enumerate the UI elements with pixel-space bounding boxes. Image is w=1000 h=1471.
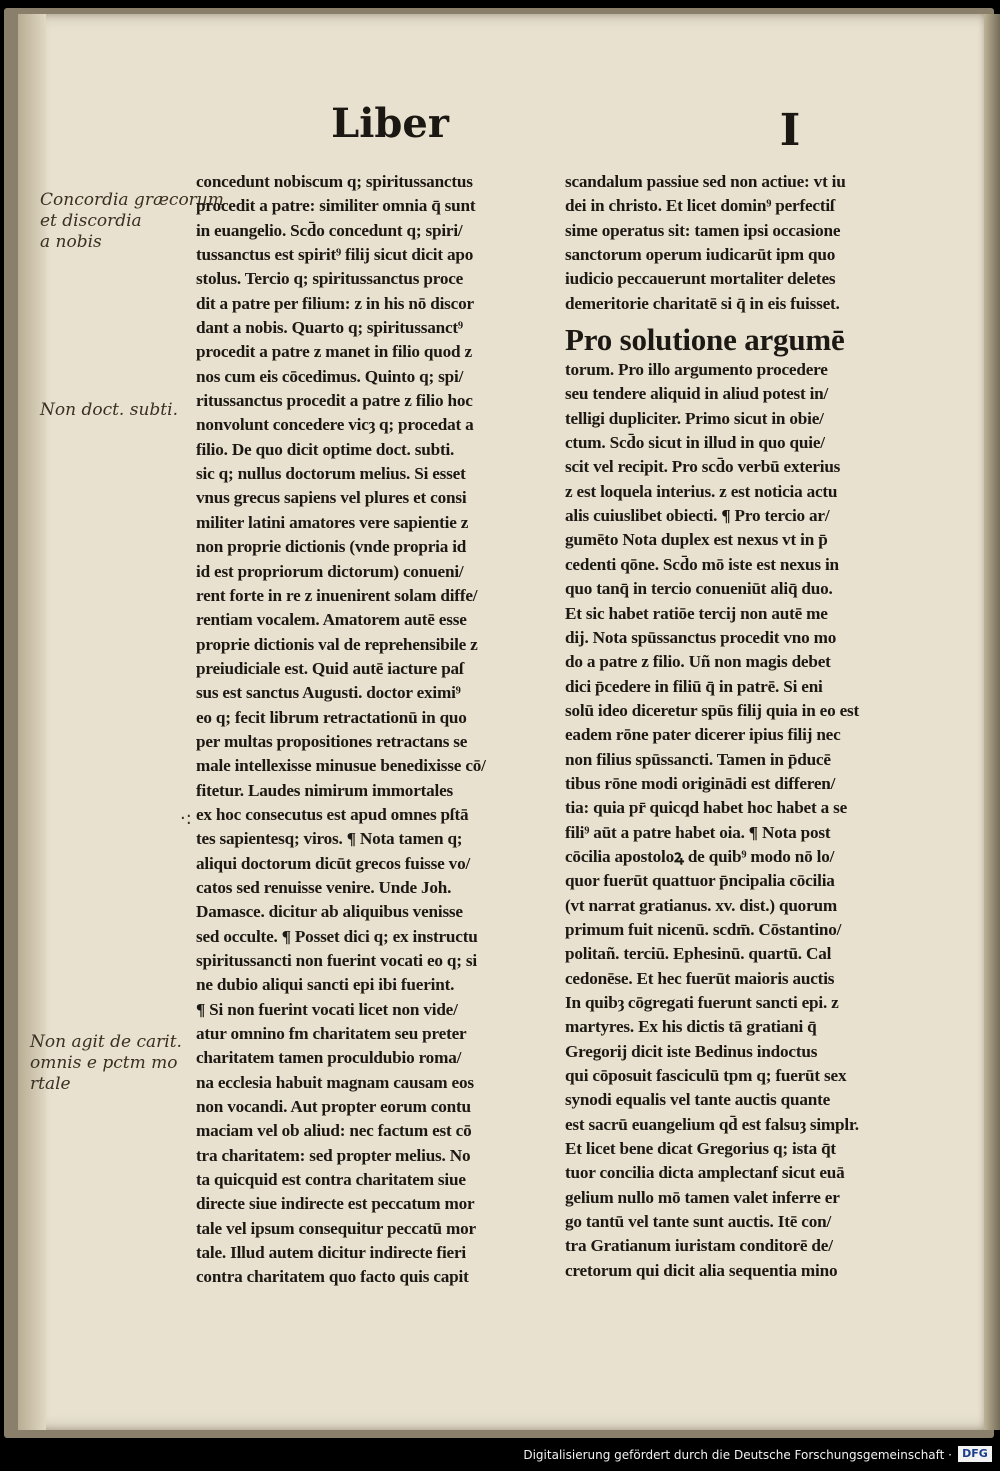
text-line: spiritussancti non fuerint vocati eo q; si: [196, 951, 477, 970]
text-line: catos sed renuisse venire. Unde Joh.: [196, 877, 452, 897]
text-line: dant a nobis. Quarto q; spiritussanct⁹: [196, 318, 463, 338]
text-line: contra charitatem quo facto quis capit: [196, 1267, 469, 1287]
text-line: vnus grecus sapiens vel plures et consi: [196, 488, 467, 508]
margin-note-line: omnis e pctm mo: [30, 1053, 178, 1073]
text-line: tussanctus est spirit⁹ filij sicut dicit apo: [196, 245, 474, 265]
dfg-logo-icon: DFG: [958, 1446, 992, 1462]
text-line: demeritorie charitatē si q̄ in eis fuisset.: [565, 293, 840, 313]
text-line: z est loquela interius. z est noticia actu: [565, 481, 838, 501]
margin-note-line: Non agit de carit.: [30, 1032, 182, 1052]
text-line: filio. De quo dicit optime doct. subti.: [196, 439, 455, 459]
right-column-bottom: [565, 358, 925, 1283]
text-line: id est propriorum dictorum) conueni/: [196, 561, 464, 581]
text-line: tra charitatem: sed propter melius. No: [196, 1145, 471, 1165]
text-line: tale. Illud autem dicitur indirecte fieri: [196, 1243, 466, 1263]
text-line: torum. Pro illo argumento procedere: [565, 360, 828, 380]
text-line: Et sic habet ratiōe tercij non autē me: [565, 603, 828, 623]
text-line: eadem rōne pater dicerer ipius filij nec: [565, 725, 841, 745]
text-line: sanctorum operum iudicarūt ipm quo: [565, 245, 836, 265]
margin-note-3: [30, 1032, 182, 1095]
text-line: ritussanctus procedit a patre z filio hoc: [196, 391, 473, 411]
text-line: scandalum passiue sed non actiue: vt iu: [565, 172, 846, 191]
text-line: ex hoc consecutus est apud omnes pſtā: [196, 804, 469, 824]
text-line: ¶ Si non fuerint vocati licet non vide/: [196, 999, 458, 1019]
text-line: cedenti qōne. Scd̄o mō iste est nexus in: [565, 554, 839, 574]
running-head: Liber: [331, 100, 449, 147]
text-line: tia: quia pr̄ quicqd habet hoc habet a se: [565, 798, 848, 818]
text-line: sed occulte. ¶ Posset dici q; ex instructu: [196, 926, 478, 946]
text-line: go tantū vel tante sunt auctis. Itē con/: [565, 1212, 832, 1232]
text-line: per multas propositiones retractans se: [196, 731, 468, 751]
text-line: solū ideo diceretur spūs filij quia in eo est: [565, 700, 860, 720]
text-line: nonvolunt concedere vicȝ q; procedat a: [196, 415, 474, 435]
text-line: in euangelio. Scd̄o concedunt q; spiri/: [196, 220, 463, 240]
text-line: In quibȝ cōgregati fuerunt sancti epi. z: [565, 993, 839, 1012]
text-line: militer latini amatores vere sapientie z: [196, 512, 469, 532]
text-line: concedunt nobiscum q; spiritussanctus: [196, 172, 473, 191]
text-line: non filius spūssancti. Tamen in p̄ducē: [565, 749, 831, 769]
text-line: non vocandi. Aut propter eorum contu: [196, 1097, 471, 1117]
margin-note-line: et discordia: [40, 211, 142, 231]
margin-note-line: Non doct. subti.: [40, 400, 178, 420]
text-line: charitatem tamen proculdubio roma/: [196, 1048, 462, 1068]
margin-note-2: [40, 400, 178, 421]
text-line: gelium nullo mō tamen valet inferre er: [565, 1187, 840, 1207]
text-line: preiudiciale est. Quid autē iacture paſ: [196, 658, 464, 678]
text-line: do a patre z filio. Uñ non magis debet: [565, 652, 831, 672]
text-line: stolus. Tercio q; spiritussanctus proce: [196, 269, 464, 289]
text-line: Damasce. dicitur ab aliquibus venisse: [196, 902, 463, 922]
text-line: ta quicquid est contra charitatem siue: [196, 1170, 466, 1190]
text-line: tibus rōne modi originādi est differen/: [565, 773, 836, 793]
text-line: cedonēse. Et hec fuerūt maioris auctis: [565, 968, 835, 988]
text-line: rentiam vocalem. Amatorem autē esse: [196, 610, 467, 630]
text-line: scit vel recipit. Pro scd̄o verbū exterius: [565, 457, 841, 477]
text-line: proprie dictionis val de reprehensibile z: [196, 634, 478, 654]
text-line: male intellexisse minusue benedixisse cō/: [196, 756, 486, 776]
text-line: qui cōposuit fasciculū tpm q; fuerūt sex: [565, 1066, 847, 1086]
text-line: dij. Nota spūssanctus procedit vno mo: [565, 627, 837, 647]
text-line: eo q; fecit librum retractationū in quo: [196, 707, 467, 727]
text-line: aliqui doctorum dicūt grecos fuisse vo/: [196, 853, 471, 873]
text-line: martyres. Ex his dictis tā gratiani q̄: [565, 1017, 817, 1037]
text-line: non proprie dictionis (vnde propria id: [196, 537, 467, 557]
text-line: dici p̄cedere in filiū q̄ in patrē. Si eni: [565, 676, 823, 696]
text-line: quo tanq̄ in tercio conueniūt aliq̄ duo.: [565, 579, 833, 599]
text-line: fili⁹ aūt a patre habet oia. ¶ Nota post: [565, 822, 831, 842]
text-line: alis cuiuslibet obiecti. ¶ Pro tercio ar/: [565, 506, 830, 526]
text-line: rent forte in re z inuenirent solam diffe/: [196, 585, 478, 605]
text-line: fitetur. Laudes nimirum immortales: [196, 780, 454, 800]
margin-note-line: a nobis: [40, 232, 102, 252]
text-line: sus est sanctus Augusti. doctor eximi⁹: [196, 683, 461, 703]
text-line: synodi equalis vel tante auctis quante: [565, 1090, 831, 1110]
text-line: cretorum qui dicit alia sequentia mino: [565, 1260, 838, 1280]
text-line: quor fuerūt quattuor p̄ncipalia cōcilia: [565, 871, 835, 891]
text-line: ne dubio aliqui sancti epi ibi fuerint.: [196, 975, 455, 995]
left-column: [196, 170, 541, 1290]
text-line: tra Gratianum iuristam conditorē de/: [565, 1236, 833, 1256]
text-line: primum fuit nicenū. scdm̄. Cōstantino/: [565, 919, 842, 939]
right-column-top: [565, 170, 925, 316]
text-line: procedit a patre z manet in filio quod z: [196, 342, 472, 362]
text-line: procedit a patre: similiter omnia q̄ sunt: [196, 196, 476, 216]
text-line: sime operatus sit: tamen ipsi occasione: [565, 220, 841, 240]
section-heading: Pro solutione argumē: [565, 322, 845, 358]
text-line: dit a patre per filium: z in his nō discor: [196, 293, 474, 313]
text-line: nos cum eis cōcedimus. Quinto q; spi/: [196, 366, 464, 386]
text-line: sic q; nullus doctorum melius. Si esset: [196, 464, 466, 484]
text-line: cōcilia apostoloꝝ de quib⁹ modo nō lo/: [565, 846, 835, 866]
text-line: tes sapientesq; viros. ¶ Nota tamen q;: [196, 829, 463, 849]
text-line: Et licet bene dicat Gregorius q; ista q̄t: [565, 1139, 836, 1159]
text-line: atur omnino fm charitatem seu preter: [196, 1024, 467, 1044]
margin-note-line: rtale: [30, 1074, 71, 1094]
text-line: dei in christo. Et licet domin⁹ perfectiſ: [565, 196, 835, 216]
text-line: politañ. terciū. Ephesinū. quartū. Cal: [565, 944, 832, 964]
text-line: (vt narrat gratianus. xv. dist.) quorum: [565, 895, 837, 915]
text-line: ctum. Scd̄o sicut in illud in quo quie/: [565, 433, 825, 453]
folio-number: I: [779, 105, 801, 156]
margin-note-line: Concordia græcorum: [40, 190, 224, 210]
text-line: est sacrū euangelium qd̄ est falsuȝ simplr.: [565, 1114, 859, 1134]
text-line: seu tendere aliquid in aliud potest in/: [565, 384, 829, 404]
text-line: iudicio peccauerunt mortaliter deletes: [565, 269, 836, 289]
right-column: [565, 170, 925, 1283]
text-line: gumēto Nota duplex est nexus vt in p̄: [565, 530, 828, 550]
footer-bar: [0, 1438, 1000, 1471]
text-line: tale vel ipsum consequitur peccatū mor: [196, 1218, 476, 1238]
text-line: na ecclesia habuit magnam causam eos: [196, 1072, 474, 1092]
text-line: maciam vel ob aliud: nec factum est cō: [196, 1121, 472, 1141]
text-line: directe siue indirecte est peccatum mor: [196, 1194, 475, 1214]
page-right-edge: [984, 14, 1000, 1430]
funding-credit: Digitalisierung gefördert durch die Deutsche Forschungsgemeinschaft ·: [523, 1448, 952, 1462]
text-line: tuor concilia dicta amplectanf sicut euā: [565, 1163, 845, 1183]
margin-mark: ·:: [180, 808, 192, 829]
text-line: telligi dupliciter. Primo sicut in obie/: [565, 408, 824, 428]
text-line: Gregorij dicit iste Bedinus indoctus: [565, 1041, 818, 1061]
